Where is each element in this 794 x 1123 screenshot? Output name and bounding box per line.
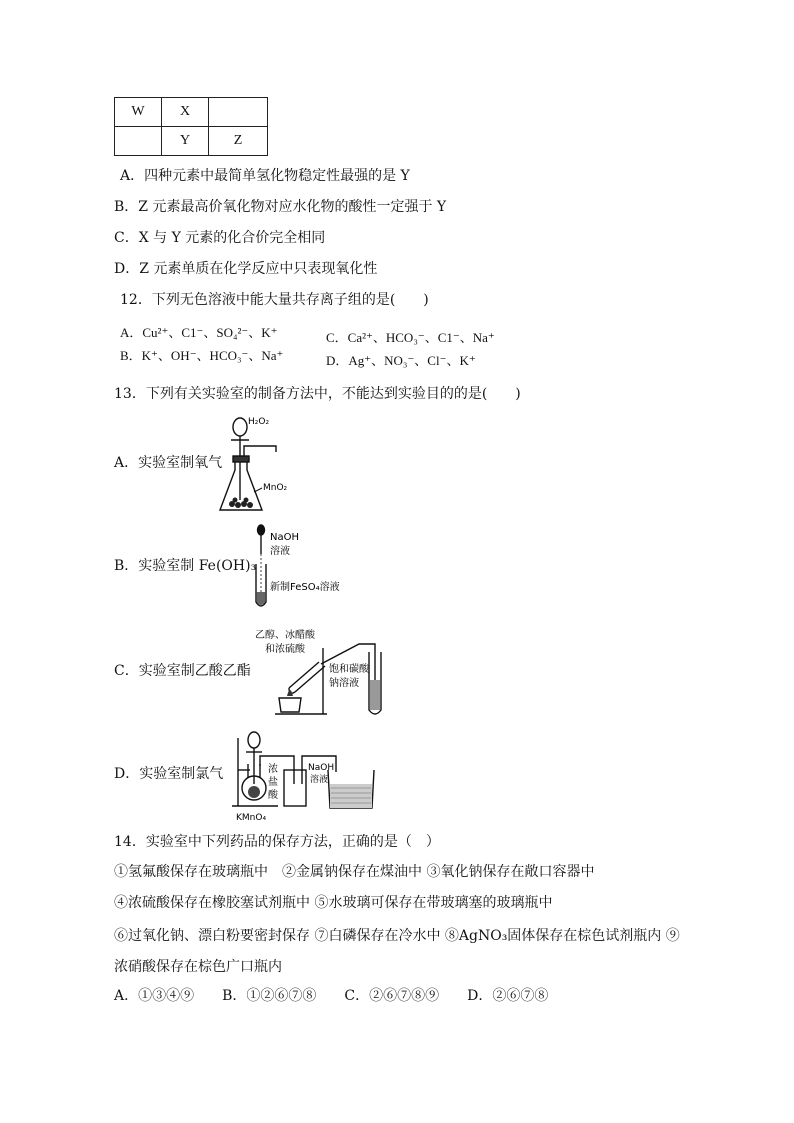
label-h2o2: H₂O₂: [248, 417, 270, 427]
q14-line-4: 浓硝酸保存在棕色广口瓶内: [114, 959, 282, 975]
figure-ethyl-acetate-apparatus: [255, 626, 395, 720]
table-cell-x: X: [162, 98, 209, 127]
figure-chlorine-apparatus: [232, 726, 382, 822]
table-cell-z: Z: [209, 127, 268, 156]
q12-option-a: A．Cu²⁺、C1⁻、SO₄²⁻、K⁺: [120, 325, 278, 340]
q13-option-a: A．实验室制氧气: [114, 455, 223, 471]
q13-option-d: D．实验室制氯气: [114, 766, 224, 782]
label-feso4: 新制FeSO₄溶液: [270, 582, 340, 593]
label-conc: 浓: [268, 764, 278, 775]
q13-option-b: B．实验室制 Fe(OH)₃: [114, 558, 257, 574]
label-solution: 溶液: [270, 546, 290, 557]
label-kmno4: KMnO₄: [236, 813, 267, 822]
table-cell-empty: [209, 98, 268, 127]
label-hydro: 盐: [268, 777, 278, 788]
q12-option-d: D．Ag⁺、NO₃⁻、Cl⁻、K⁺: [326, 353, 476, 368]
q14-line-1: ①氢氟酸保存在玻璃瓶中 ②金属钠保存在煤油中 ③氧化钠保存在敞口容器中: [114, 864, 595, 880]
q14-options: A．①③④⑨ B．①②⑥⑦⑧ C．②⑥⑦⑧⑨ D．②⑥⑦⑧: [114, 988, 549, 1004]
label-reagents-2: 和浓硫酸: [265, 644, 305, 655]
q11-option-b: B．Z 元素最高价氧化物对应水化物的酸性一定强于 Y: [114, 199, 447, 215]
figure-oxygen-apparatus: [218, 412, 318, 514]
label-mno2: MnO₂: [263, 483, 288, 493]
q11-option-c: C．X 与 Y 元素的化合价完全相同: [114, 230, 326, 246]
element-position-table: [114, 97, 268, 156]
q12-option-c: C．Ca²⁺、HCO₃⁻、C1⁻、Na⁺: [326, 330, 495, 345]
table-cell-y: Y: [162, 127, 209, 156]
table-cell-empty: [115, 127, 162, 156]
q14-line-2: ④浓硫酸保存在橡胶塞试剂瓶中 ⑤水玻璃可保存在带玻璃塞的玻璃瓶中: [114, 895, 553, 911]
q13-stem: 13．下列有关实验室的制备方法中，不能达到实验目的的是( ): [114, 386, 521, 402]
label-na2co3-1: 饱和碳酸: [329, 664, 369, 675]
label-naoh-d: NaOH: [308, 763, 335, 773]
label-naoh: NaOH: [270, 532, 299, 543]
label-solution-d: 溶液: [310, 775, 329, 785]
label-na2co3-2: 钠溶液: [329, 678, 359, 689]
label-acid: 酸: [268, 790, 278, 801]
figure-fe-oh-apparatus: [250, 524, 360, 614]
label-reagents-1: 乙醇、冰醋酸: [255, 630, 315, 641]
q12-stem: 12．下列无色溶液中能大量共存离子组的是( ): [120, 292, 429, 308]
q14-stem: 14．实验室中下列药品的保存方法，正确的是（ ）: [114, 834, 440, 850]
q12-option-b: B．K⁺、OH⁻、HCO₃⁻、Na⁺: [120, 348, 284, 363]
q11-option-a: A．四种元素中最简单氢化物稳定性最强的是 Y: [120, 168, 410, 184]
q14-line-3: ⑥过氧化钠、漂白粉要密封保存 ⑦白磷保存在冷水中 ⑧AgNO₃固体保存在棕色试剂瓶内 ⑨: [114, 928, 680, 944]
table-cell-w: W: [115, 98, 162, 127]
q11-option-d: D．Z 元素单质在化学反应中只表现氧化性: [114, 261, 378, 277]
q13-option-c: C．实验室制乙酸乙酯: [114, 663, 251, 679]
